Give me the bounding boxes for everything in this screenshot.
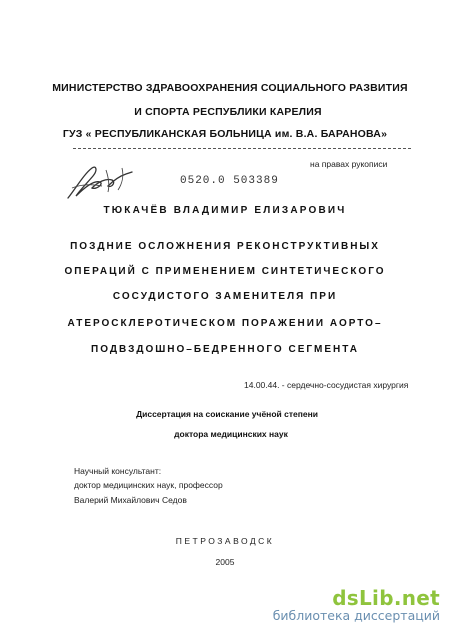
manuscript-rights-note: на правах рукописи: [310, 159, 388, 169]
dissertation-title-line: АТЕРОСКЛЕРОТИЧЕСКОМ ПОРАЖЕНИИ АОРТО–: [67, 318, 383, 329]
ministry-line-2: И СПОРТА РЕСПУБЛИКИ КАРЕЛИЯ: [134, 106, 322, 118]
dissertation-title-line: ПОЗДНИЕ ОСЛОЖНЕНИЯ РЕКОНСТРУКТИВНЫХ: [70, 241, 380, 252]
year: 2005: [215, 557, 235, 567]
dissertation-title-line: ОПЕРАЦИЙ С ПРИМЕНЕНИЕМ СИНТЕТИЧЕСКОГО: [64, 266, 386, 277]
specialty-code: 14.00.44. - сердечно-сосудистая хирургия: [244, 380, 409, 390]
handwritten-signature: [62, 158, 142, 208]
ministry-line-1: МИНИСТЕРСТВО ЗДРАВООХРАНЕНИЯ СОЦИАЛЬНОГО РАЗВИТИЯ: [52, 82, 408, 94]
catalog-stamp-number: 0520.0 503389: [180, 175, 279, 187]
watermark-brand: dsLib.net: [332, 586, 440, 610]
consultant-name: Валерий Михайлович Седов: [74, 495, 187, 505]
consultant-label: Научный консультант:: [74, 466, 162, 476]
hospital-line: ГУЗ « РЕСПУБЛИКАНСКАЯ БОЛЬНИЦА им. В.А. БАРАНОВА»: [62, 128, 388, 140]
degree-statement-line-2: доктора медицинских наук: [174, 429, 288, 439]
header-divider: [73, 148, 411, 149]
watermark-subtitle: библиотека диссертаций: [272, 608, 440, 623]
dissertation-title-line: ПОДВЗДОШНО–БЕДРЕННОГО СЕГМЕНТА: [91, 344, 359, 355]
dslib-watermark: [273, 587, 440, 623]
dissertation-title-line: СОСУДИСТОГО ЗАМЕНИТЕЛЯ ПРИ: [112, 291, 338, 302]
consultant-degree: доктор медицинских наук, профессор: [74, 480, 223, 490]
degree-statement-line-1: Диссертация на соискание учёной степени: [136, 409, 318, 419]
author-name: ТЮКАЧЁВ ВЛАДИМИР ЕЛИЗАРОВИЧ: [103, 205, 347, 216]
city: ПЕТРОЗАВОДСК: [175, 536, 275, 546]
